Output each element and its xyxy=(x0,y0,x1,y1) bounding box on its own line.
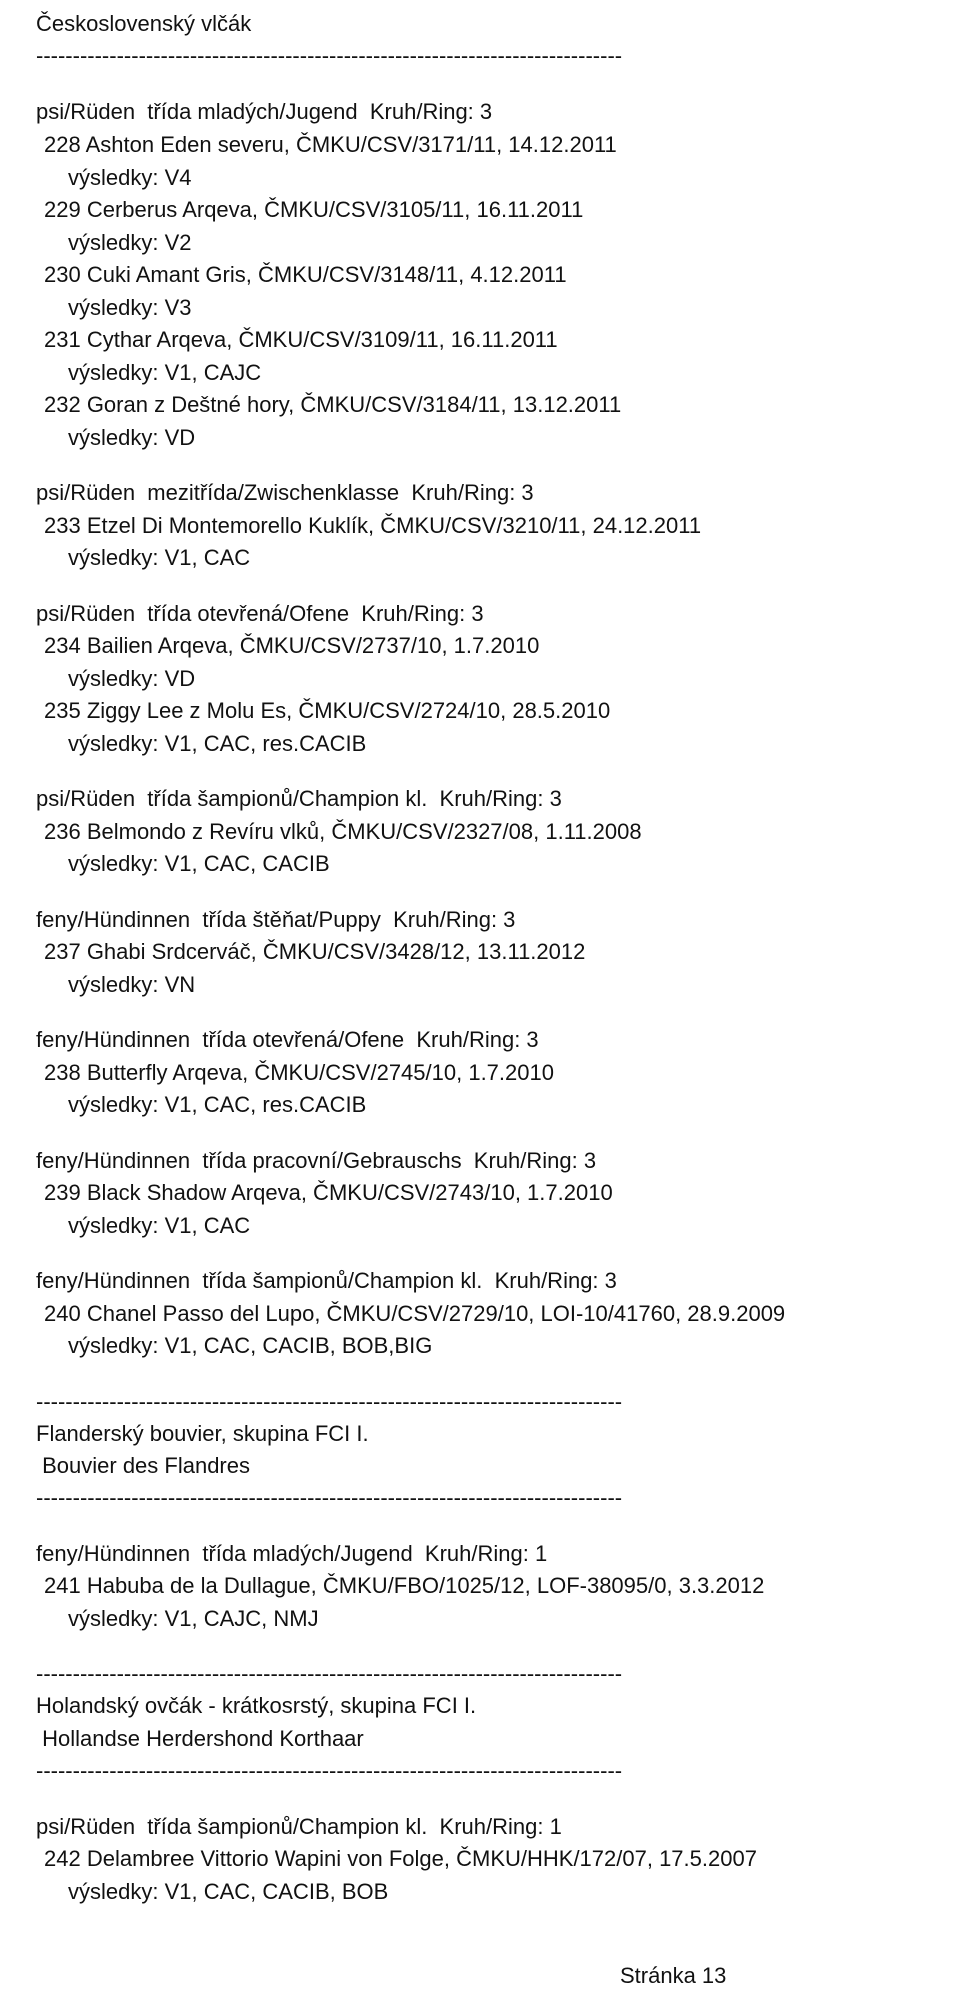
dog-entry: 237 Ghabi Srdcerváč, ČMKU/CSV/3428/12, 13.11.2012 xyxy=(44,939,586,964)
dog-entry: 242 Delambree Vittorio Wapini von Folge, ČMKU/HHK/172/07, 17.5.2007 xyxy=(44,1846,757,1871)
result-line: výsledky: VD xyxy=(68,666,196,691)
dog-entry: 229 Cerberus Arqeva, ČMKU/CSV/3105/11, 16.11.2011 xyxy=(44,197,584,222)
breed-heading: Flanderský bouvier, skupina FCI I. xyxy=(36,1421,369,1446)
class-heading: feny/Hündinnen třída pracovní/Gebrauschs Kruh/Ring: 3 xyxy=(36,1148,597,1173)
result-line: výsledky: VD xyxy=(68,425,196,450)
dog-entry: 236 Belmondo z Revíru vlků, ČMKU/CSV/2327/08, 1.11.2008 xyxy=(44,819,642,844)
result-line: výsledky: V1, CAC, CACIB, BOB,BIG xyxy=(68,1333,433,1358)
result-line: výsledky: V1, CAC xyxy=(68,545,251,570)
dog-entry: 240 Chanel Passo del Lupo, ČMKU/CSV/2729/10, LOI-10/41760, 28.9.2009 xyxy=(44,1301,786,1326)
result-line: výsledky: V3 xyxy=(68,295,192,320)
class-heading: psi/Rüden třída mladých/Jugend Kruh/Ring: 3 xyxy=(36,99,493,124)
dog-entry: 235 Ziggy Lee z Molu Es, ČMKU/CSV/2724/10, 28.5.2010 xyxy=(44,698,611,723)
separator-rule: -------------------------------------------------------------------------------- xyxy=(36,1389,623,1414)
dog-entry: 234 Bailien Arqeva, ČMKU/CSV/2737/10, 1.7.2010 xyxy=(44,633,540,658)
dog-entry: 228 Ashton Eden severu, ČMKU/CSV/3171/11, 14.12.2011 xyxy=(44,132,617,157)
dog-entry: 241 Habuba de la Dullague, ČMKU/FBO/1025/12, LOF-38095/0, 3.3.2012 xyxy=(44,1573,765,1598)
class-heading: psi/Rüden třída šampionů/Champion kl. Kruh/Ring: 1 xyxy=(36,1814,562,1839)
class-heading: feny/Hündinnen třída otevřená/Ofene Kruh/Ring: 3 xyxy=(36,1027,539,1052)
result-line: výsledky: V1, CAC, res.CACIB xyxy=(68,731,367,756)
result-line: výsledky: V1, CAJC, NMJ xyxy=(68,1606,319,1631)
result-line: výsledky: V1, CAC xyxy=(68,1213,251,1238)
breed-heading: Československý vlčák xyxy=(36,11,252,36)
breed-heading: Hollandse Herdershond Korthaar xyxy=(36,1726,364,1751)
dog-entry: 232 Goran z Deštné hory, ČMKU/CSV/3184/11, 13.12.2011 xyxy=(44,392,622,417)
result-line: výsledky: V1, CAC, CACIB, BOB xyxy=(68,1879,389,1904)
page-number: Stránka 13 xyxy=(620,1963,727,1988)
result-line: výsledky: V1, CAC, res.CACIB xyxy=(68,1092,367,1117)
class-heading: feny/Hündinnen třída mladých/Jugend Kruh/Ring: 1 xyxy=(36,1541,548,1566)
class-heading: feny/Hündinnen třída štěňat/Puppy Kruh/Ring: 3 xyxy=(36,907,516,932)
class-heading: psi/Rüden třída otevřená/Ofene Kruh/Ring: 3 xyxy=(36,601,484,626)
breed-heading: Holandský ovčák - krátkosrstý, skupina FCI I. xyxy=(36,1693,477,1718)
breed-heading: Bouvier des Flandres xyxy=(36,1453,250,1478)
result-line: výsledky: V2 xyxy=(68,230,192,255)
result-line: výsledky: V1, CAC, CACIB xyxy=(68,851,330,876)
separator-rule: -------------------------------------------------------------------------------- xyxy=(36,1485,623,1510)
class-heading: psi/Rüden mezitřída/Zwischenklasse Kruh/Ring: 3 xyxy=(36,480,534,505)
result-line: výsledky: V4 xyxy=(68,165,192,190)
dog-entry: 239 Black Shadow Arqeva, ČMKU/CSV/2743/10, 1.7.2010 xyxy=(44,1180,613,1205)
dog-entry: 231 Cythar Arqeva, ČMKU/CSV/3109/11, 16.11.2011 xyxy=(44,327,558,352)
class-heading: feny/Hündinnen třída šampionů/Champion kl. Kruh/Ring: 3 xyxy=(36,1268,617,1293)
separator-rule: -------------------------------------------------------------------------------- xyxy=(36,43,623,68)
dog-entry: 233 Etzel Di Montemorello Kuklík, ČMKU/CSV/3210/11, 24.12.2011 xyxy=(44,513,702,538)
dog-entry: 238 Butterfly Arqeva, ČMKU/CSV/2745/10, 1.7.2010 xyxy=(44,1060,554,1085)
class-heading: psi/Rüden třída šampionů/Champion kl. Kruh/Ring: 3 xyxy=(36,786,562,811)
dog-entry: 230 Cuki Amant Gris, ČMKU/CSV/3148/11, 4.12.2011 xyxy=(44,262,567,287)
result-line: výsledky: VN xyxy=(68,972,196,997)
separator-rule: -------------------------------------------------------------------------------- xyxy=(36,1758,623,1783)
separator-rule: -------------------------------------------------------------------------------- xyxy=(36,1661,623,1686)
result-line: výsledky: V1, CAJC xyxy=(68,360,262,385)
